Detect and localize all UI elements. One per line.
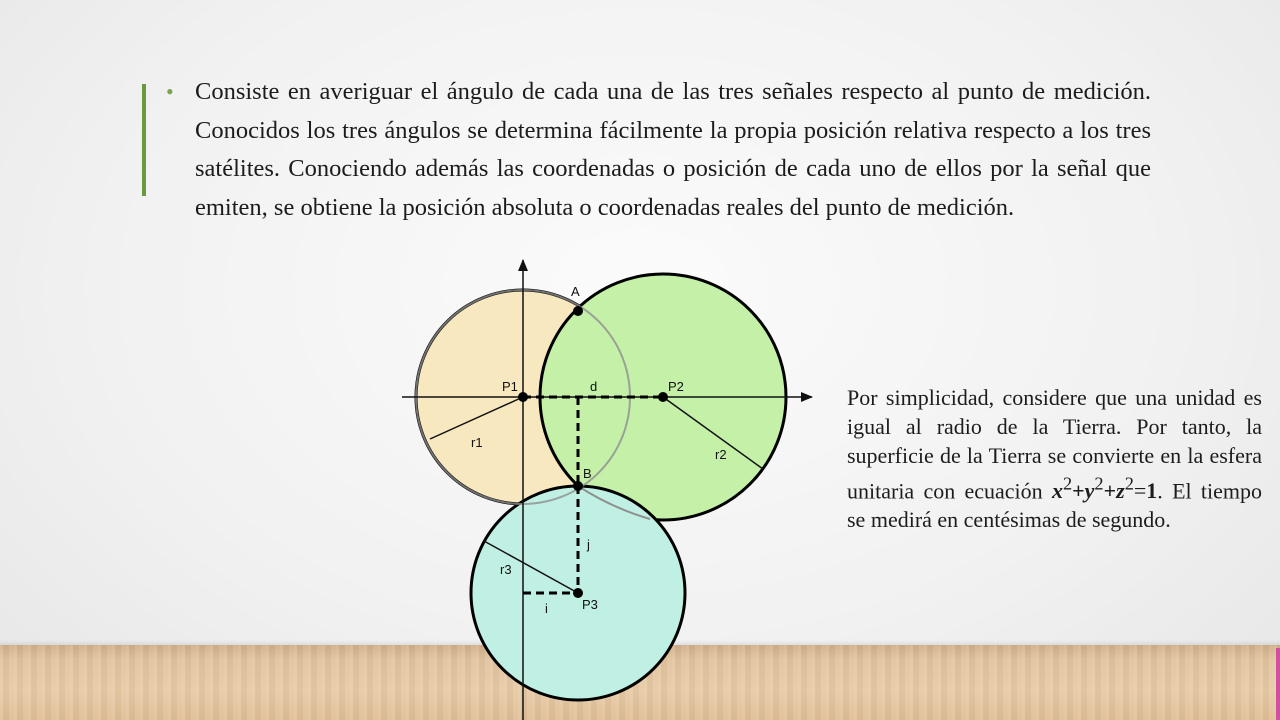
eq-z: z: [1116, 478, 1125, 504]
label-i: i: [545, 601, 548, 616]
label-d: d: [590, 379, 598, 394]
label-p1: P1: [502, 379, 518, 394]
eq-plus-2: +: [1103, 478, 1117, 504]
eq-y-exponent: 2: [1094, 474, 1104, 494]
point-b: [573, 481, 583, 491]
point-p1: [518, 392, 528, 402]
label-r3: r3: [500, 562, 512, 577]
label-b: B: [583, 466, 592, 481]
eq-z-exponent: 2: [1124, 474, 1134, 494]
eq-plus-1: +: [1072, 478, 1085, 504]
note-text-part2: . El tiempo se medirá en centésimas de segundo.: [847, 478, 1262, 533]
label-p2: P2: [668, 379, 684, 394]
label-a: A: [571, 284, 580, 299]
eq-x: x: [1051, 478, 1063, 504]
label-p3: P3: [582, 597, 598, 612]
eq-x-exponent: 2: [1062, 474, 1073, 494]
bullet-text: Consiste en averiguar el ángulo de cada una de las tres señales respecto al punto de medición. Conocidos los tres ángulos se determina fácilmente la propia posición relativa respecto a los tres satélites. Conociendo además las coordenadas o posición de cada uno de ellos por la señal que emiten, se obtiene la posición absoluta o coordenadas reales del punto de medición.: [195, 78, 1151, 221]
label-r2: r2: [715, 447, 727, 462]
label-r1: r1: [471, 435, 483, 450]
label-j: j: [587, 537, 590, 552]
eq-y: y: [1084, 478, 1095, 504]
point-a: [573, 306, 583, 316]
bullet-icon: •: [166, 79, 174, 104]
point-p2: [658, 392, 668, 402]
eq-one: 1: [1146, 478, 1158, 504]
note-text-part1: Por simplicidad, considere que una unidad es igual al radio de la Tierra. Por tanto, la superficie de la Tierra se convierte en la esfera unitaria con ecuación: [847, 385, 1262, 504]
eq-equals: =: [1133, 478, 1147, 504]
